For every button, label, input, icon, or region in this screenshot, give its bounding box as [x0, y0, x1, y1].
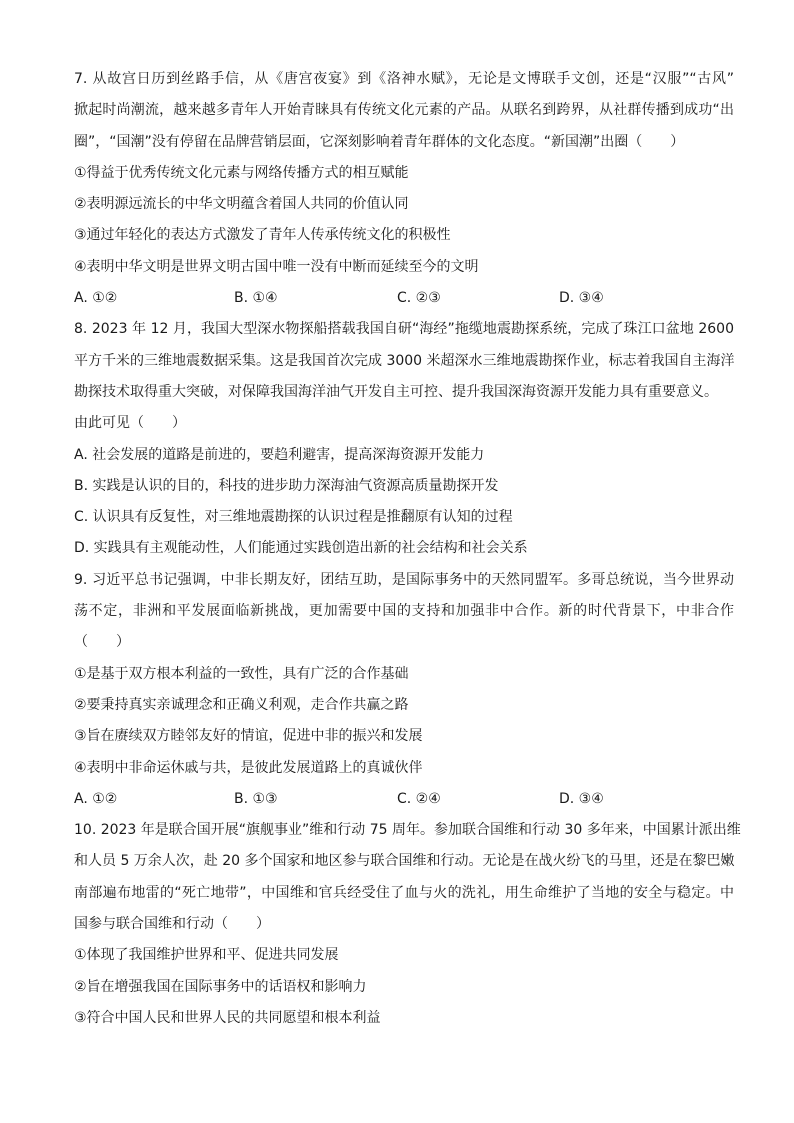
answer-options	[74, 283, 734, 314]
option-a: A. 社会发展的道路是前进的，要趋利避害，提高深海资源开发能力	[74, 446, 485, 463]
question-stem-line: 勘探技术取得重大突破，对保障我国海洋油气开发自主可控、提升我国深海资源开发能力具有重要意义。	[74, 383, 718, 400]
option-d: D. ③④	[559, 290, 604, 307]
statement: ①是基于双方根本利益的一致性，具有广泛的合作基础	[74, 665, 409, 682]
option-b: B. ①③	[234, 790, 278, 807]
statement: ②表明源远流长的中华文明蕴含着国人共同的价值认同	[74, 196, 409, 213]
answer-options	[74, 784, 734, 815]
statement: ③通过年轻化的表达方式激发了青年人传承传统文化的积极性	[74, 227, 451, 244]
option-d: D. 实践具有主观能动性，人们能通过实践创造出新的社会结构和社会关系	[74, 540, 528, 557]
statement: ②要秉持真实亲诚理念和正确义利观，走合作共赢之路	[74, 696, 409, 713]
question-list	[74, 64, 741, 1034]
question-stem-line: 10. 2023 年是联合国开展“旗舰事业”维和行动 75 周年。参加联合国维和行动 30 多年来，中国累计派出维	[74, 822, 741, 839]
option-d: D. ③④	[559, 790, 604, 807]
question-stem-line: 9. 习近平总书记强调，中非长期友好，团结互助，是国际事务中的天然同盟军。多哥总统说，当今世界动	[74, 571, 734, 588]
question-8	[74, 314, 734, 564]
statement: ③旨在赓续双方睦邻友好的情谊，促进中非的振兴和发展	[74, 728, 423, 745]
question-10	[74, 815, 741, 1034]
question-stem-line: 由此可见（ ）	[74, 415, 186, 432]
statement: ④表明中非命运休戚与共，是彼此发展道路上的真诚伙伴	[74, 759, 423, 776]
option-b: B. ①④	[234, 290, 278, 307]
statement: ③符合中国人民和世界人民的共同愿望和根本利益	[74, 1009, 381, 1026]
statement: ②旨在增强我国在国际事务中的话语权和影响力	[74, 978, 367, 995]
option-b: B. 实践是认识的目的，科技的进步助力深海油气资源高质量勘探开发	[74, 477, 499, 494]
question-stem-line: 掀起时尚潮流，越来越多青年人开始青睐具有传统文化元素的产品。从联名到跨界，从社群传播到成功“出	[74, 102, 734, 119]
statement: ①体现了我国维护世界和平、促进共同发展	[74, 947, 339, 964]
option-c: C. ②③	[397, 290, 441, 307]
statement: ①得益于优秀传统文化元素与网络传播方式的相互赋能	[74, 164, 409, 181]
question-stem-line: 7. 从故宫日历到丝路手信，从《唐宫夜宴》到《洛神水赋》，无论是文博联手文创，还是“汉服”“古风”	[74, 71, 734, 87]
option-c: C. 认识具有反复性，对三维地震勘探的认识过程是推翻原有认知的过程	[74, 509, 513, 526]
statement: ④表明中华文明是世界文明古国中唯一没有中断而延续至今的文明	[74, 258, 479, 275]
question-stem-line: 圈”，“国潮”没有停留在品牌营销层面，它深刻影响着青年群体的文化态度。“新国潮”出圈（ ）	[74, 133, 685, 150]
question-7	[74, 64, 734, 314]
question-stem-line: 国参与联合国维和行动（ ）	[74, 916, 270, 933]
question-stem-line: 8. 2023 年 12 月，我国大型深水物探船搭载我国自研“海经”拖缆地震勘探系统，完成了珠江口盆地 2600	[74, 321, 734, 338]
option-a: A. ①②	[74, 790, 118, 807]
question-stem-line: （ ）	[74, 634, 130, 651]
option-a: A. ①②	[74, 290, 118, 307]
question-stem-line: 南部遍布地雷的“死亡地带”，中国维和官兵经受住了血与火的洗礼，用生命维护了当地的安全与稳定。中	[74, 884, 734, 901]
question-9	[74, 565, 734, 815]
option-c: C. ②④	[397, 790, 441, 807]
question-stem-line: 荡不定，非洲和平发展面临新挑战，更加需要中国的支持和加强非中合作。新的时代背景下，中非合作	[74, 603, 734, 620]
question-stem-line: 和人员 5 万余人次，赴 20 多个国家和地区参与联合国维和行动。无论是在战火纷飞的马里，还是在黎巴嫩	[74, 853, 735, 870]
question-stem-line: 平方千米的三维地震数据采集。这是我国首次完成 3000 米超深水三维地震勘探作业，标志着我国自主海洋	[74, 352, 735, 369]
